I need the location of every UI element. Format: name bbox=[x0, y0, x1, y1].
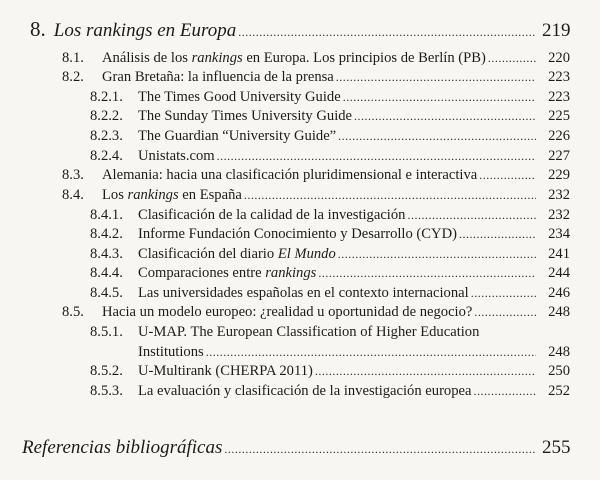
chapter-title: Los rankings en Europa bbox=[53, 20, 237, 41]
toc-entry-8-4-5[interactable] bbox=[90, 284, 570, 303]
entry-number: 8.4.3. bbox=[90, 246, 123, 262]
toc-entry-8-4-2[interactable] bbox=[90, 225, 570, 244]
entry-title: Unistats.com bbox=[138, 148, 215, 164]
dot-leader bbox=[343, 88, 536, 107]
toc-entry-8-2[interactable] bbox=[62, 68, 570, 87]
page-number: 219 bbox=[542, 20, 571, 41]
dot-leader bbox=[488, 49, 536, 68]
page-number: 227 bbox=[548, 148, 570, 164]
toc-entry-8-1[interactable] bbox=[62, 49, 570, 68]
page-number: 225 bbox=[548, 108, 570, 124]
page-number: 229 bbox=[548, 167, 570, 183]
dot-leader bbox=[338, 245, 536, 264]
toc-entry-8-4-3[interactable] bbox=[90, 245, 570, 264]
toc-references[interactable] bbox=[22, 436, 570, 461]
entry-number: 8.2. bbox=[62, 69, 84, 85]
page-number: 223 bbox=[548, 69, 570, 85]
entry-number: 8.4.2. bbox=[90, 226, 123, 242]
dot-leader bbox=[206, 343, 536, 362]
toc-entry-8-5-1-continued[interactable] bbox=[138, 343, 570, 362]
page-number: 248 bbox=[548, 304, 570, 320]
dot-leader bbox=[407, 206, 536, 225]
page-number: 226 bbox=[548, 128, 570, 144]
toc-entry-8-2-3[interactable] bbox=[90, 127, 570, 146]
page-number: 244 bbox=[548, 265, 570, 281]
dot-leader bbox=[336, 68, 536, 87]
dot-leader bbox=[474, 303, 536, 322]
page-number: 248 bbox=[548, 344, 570, 360]
page-number: 250 bbox=[548, 363, 570, 379]
dot-leader bbox=[471, 284, 536, 303]
entry-title: The Times Good University Guide bbox=[138, 89, 341, 105]
toc-entry-8-2-2[interactable] bbox=[90, 107, 570, 126]
dot-leader bbox=[338, 127, 536, 146]
dot-leader bbox=[473, 382, 536, 401]
entry-title: Institutions bbox=[138, 344, 204, 360]
page-number: 255 bbox=[542, 437, 571, 458]
entry-title: The Guardian “University Guide” bbox=[138, 128, 337, 144]
entry-title: Los rankings en España bbox=[102, 187, 242, 203]
entry-number: 8.2.3. bbox=[90, 128, 123, 144]
chapter-number: 8. bbox=[30, 17, 46, 41]
entry-number: 8.5. bbox=[62, 304, 84, 320]
entry-title: Informe Fundación Conocimiento y Desarrollo (CYD) bbox=[138, 226, 457, 242]
entry-number: 8.5.3. bbox=[90, 383, 123, 399]
entry-number: 8.4.1. bbox=[90, 207, 123, 223]
dot-leader bbox=[479, 166, 536, 185]
entry-title: Hacia un modelo europeo: ¿realidad u oportunidad de negocio? bbox=[102, 304, 473, 320]
entry-title: The Sunday Times University Guide bbox=[138, 108, 353, 124]
entry-number: 8.2.1. bbox=[90, 89, 123, 105]
dot-leader bbox=[244, 186, 536, 205]
entry-title: U-MAP. The European Classification of Higher Education bbox=[138, 324, 480, 340]
page-number: 232 bbox=[548, 207, 570, 223]
toc-entry-8-2-1[interactable] bbox=[90, 88, 570, 107]
entry-title: U-Multirank (CHERPA 2011) bbox=[138, 363, 313, 379]
page-number: 234 bbox=[548, 226, 570, 242]
toc-entry-8-4[interactable] bbox=[62, 186, 570, 205]
dot-leader bbox=[217, 147, 536, 166]
page-number: 246 bbox=[548, 285, 570, 301]
entry-number: 8.5.1. bbox=[90, 324, 123, 340]
dot-leader bbox=[318, 264, 536, 283]
page-number: 223 bbox=[548, 89, 570, 105]
entry-number: 8.4. bbox=[62, 187, 84, 203]
toc-entry-8-4-1[interactable] bbox=[90, 206, 570, 225]
dot-leader bbox=[315, 362, 536, 381]
toc-entry-8-4-4[interactable] bbox=[90, 264, 570, 283]
entry-title: Las universidades españolas en el contexto internacional bbox=[138, 285, 469, 301]
dot-leader bbox=[224, 436, 536, 461]
page-number: 232 bbox=[548, 187, 570, 203]
entry-number: 8.4.4. bbox=[90, 265, 123, 281]
entry-title: Clasificación del diario El Mundo bbox=[138, 246, 336, 262]
entry-number: 8.2.4. bbox=[90, 148, 123, 164]
dot-leader bbox=[238, 19, 536, 44]
entry-title: Comparaciones entre rankings bbox=[138, 265, 317, 281]
toc-entry-8-2-4[interactable] bbox=[90, 147, 570, 166]
page-number: 220 bbox=[548, 50, 570, 66]
toc-entry-8-5-1[interactable] bbox=[90, 323, 570, 342]
entry-title: La evaluación y clasificación de la investigación europea bbox=[138, 383, 472, 399]
toc-entry-8-5-3[interactable] bbox=[90, 382, 570, 401]
entry-title: Clasificación de la calidad de la investigación bbox=[138, 207, 406, 223]
toc-entry-8-3[interactable] bbox=[62, 166, 570, 185]
toc-entry-8-5-2[interactable] bbox=[90, 362, 570, 381]
entry-title: Gran Bretaña: la influencia de la prensa bbox=[102, 69, 334, 85]
page-number: 241 bbox=[548, 246, 570, 262]
dot-leader bbox=[459, 225, 536, 244]
references-title: Referencias bibliográficas bbox=[22, 437, 223, 458]
entry-number: 8.1. bbox=[62, 50, 84, 66]
entry-title: Análisis de los rankings en Europa. Los principios de Berlín (PB) bbox=[102, 50, 486, 66]
toc-entry-8-5[interactable] bbox=[62, 303, 570, 322]
entry-number: 8.5.2. bbox=[90, 363, 123, 379]
entry-title: Alemania: hacia una clasificación pluridimensional e interactiva bbox=[102, 167, 478, 183]
entry-number: 8.2.2. bbox=[90, 108, 123, 124]
toc-chapter-8[interactable] bbox=[30, 17, 570, 44]
entry-number: 8.3. bbox=[62, 167, 84, 183]
page-number: 252 bbox=[548, 383, 570, 399]
dot-leader bbox=[354, 107, 536, 126]
entry-number: 8.4.5. bbox=[90, 285, 123, 301]
